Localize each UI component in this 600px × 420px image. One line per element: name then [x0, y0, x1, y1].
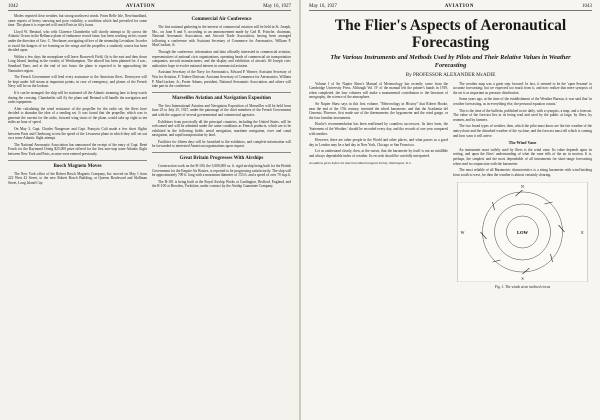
- left-column-1: [8, 14, 147, 191]
- paragraph: Through the conference, information and data officially interested in commercial aviation, representatives of national civic organizations, operating heads of commercial air transportation companies, aircraft manufacturers, and the display and exhibition of aircraft, 60 Joseph civic authorities hope to evolve national interest in commercial aviation.: [152, 49, 291, 68]
- paragraph: Volume I of Sir Napier Shaw's Manual of Meteorology has recently come from the Cambridge University Press. Although Vol. IV of the manual left the printer's hands in 1919, when completed, the four volumes will make a monumental contribution to the literature of aerography, the science of the atmosphere.: [309, 81, 448, 100]
- left-page: [0, 0, 299, 420]
- article-subtitle: The Various Instruments and Methods Used by Pilots and Their Relative Values in Weather Forecasting: [330, 54, 571, 69]
- right-column-2: [453, 82, 592, 290]
- article-byline: By PROFESSOR ALEXANDER McADIE: [405, 71, 496, 78]
- paragraph: Lloyd W. Bertaud, who with Clarence Chamberlin will shortly attempt to fly across the Atlantic Ocean in the Bellanca plane of endurance record fame, has been working on his course under the direction of Geo. C. Newbauer, navigating officer of the steamship Leviathan. In order to avoid the dangers of ice forming on the wings and the propeller, a southerly course has been decided upon.: [8, 29, 147, 53]
- paragraph: An instrument most widely used by fliers is the wind vane. Its value depends upon its setting, and upon the fliers' understanding of what the vane tells of the air in motion. It is, perhaps, the simplest and the most dependable of all instruments for short-range forecasting when read in conjunction with the barometer.: [453, 147, 592, 166]
- paragraph: Let us understand clearly, then, at the outset, that the barometer by itself is not an infallible and always dependable index of weather. Its records should be carefully interpreted.: [309, 149, 448, 158]
- paragraph: Hooke's recommendation has been reaffirmed by countless successors. Its later form, the 'Statement of the Weather,' should be recorded every day, and the records of one year compared with another.: [309, 122, 448, 136]
- paragraph: Within a few days the monoplane will leave Roosevelt Field, fly to the east and then down Long Island, landing in the vicinity of Westhampton. The takeoff has been planned for 4 a.m., Standard Time, and at the end of two hours the plane is expected to be approaching the Nantucket region.: [8, 54, 147, 73]
- compass-north-label: N: [521, 184, 524, 190]
- paragraph: The first International Aviation and Navigation Exposition of Marseilles will be held from June 25 to July 25, 1927, under the patronage of the chief members of the French Government and with the support of several governmental and commercial agencies.: [152, 103, 291, 117]
- divider: [152, 152, 291, 153]
- article-title: The Flier's Aspects of Aeronautical Forecasting: [334, 17, 567, 51]
- paragraph: On May 3, Capt. Charles Nungesser and Capt. François Coli made a few short flights between Paris and Cherbourg to test the speed of the Levasseur plane in which they will set out on a trans-Atlantic flight attempt.: [8, 127, 147, 141]
- page-number: 1042: [8, 4, 18, 9]
- footnote: An address given before the American Meteorological Society, Washington, D.C.: [309, 160, 412, 165]
- compass-west-label: W: [460, 230, 465, 236]
- paragraph: The New York office of the Robert Bosch Magneto Company, Inc. moved on May 1 from 222 West 42 Street, to the new Robert Bosch Building, at Queens Boulevard and Skillman Street, Long Island City.: [8, 171, 147, 185]
- right-page-header: [309, 4, 592, 11]
- compass-east-label: E: [581, 230, 584, 236]
- masthead: AVIATION: [444, 4, 475, 9]
- issue-date: May 16, 1927: [263, 4, 291, 9]
- paragraph: Assistant Secretary of the Navy for Aeronautics, Edward P. Warner; Assistant Secretary of War for Aviation, F. Trubee Davison; Assistant Secretary of Commerce for Aeronautics, William P. MacCracken, Jr.; Porter Adams, president, National Aeronautic Association, and others will take part in the conference.: [152, 70, 291, 89]
- masthead: AVIATION: [125, 4, 156, 9]
- divider: [8, 160, 147, 161]
- compass-south-label: S: [521, 276, 524, 282]
- section-heading: Great Britain Progresses With Airships: [179, 156, 264, 162]
- paragraph: The R-101 is being built at the Royal Airship Works at Cardington, Bedford, England, and the R-100 at Howden, Yorkshire, under contract by the Airship Guarantee Company.: [152, 179, 291, 189]
- left-page-header: [8, 4, 291, 11]
- paragraph: The first national gathering in the interest of commercial aviation will be held in St. Joseph, Mo., on June 8 and 9, according to an announcement made by Carl B. Fritsche, chairman, National Aeronautic Association, and Aircraft Trade Association, having been arranged following a conference with Assistant Secretary of Commerce for Aeronautics, William P. MacCracken, Jr.: [152, 25, 291, 48]
- paragraph: If it can be arranged, the ship will be stationed off the Atlantic steaming lane to keep watch during the crossing. Chamberlin will fly the plane and Bertaud will handle the navigation and radio equipment.: [8, 90, 147, 105]
- right-column-1: [309, 82, 448, 290]
- section-heading: Marseilles Aviation and Navigation Exposition: [172, 95, 271, 101]
- issue-date: May 16, 1927: [309, 4, 337, 9]
- section-heading: Bosch Magneto Moves: [53, 163, 102, 169]
- paragraph: The two broad types of weather, then, which the pilot must know are the fair weather of the anticyclone and the disturbed weather of the cyclone; and the forecast must tell which is coming and how soon it will arrive.: [453, 124, 592, 138]
- figure-caption: Fig. 1. The winds at an inclined circus: [494, 284, 551, 289]
- paragraph: Facilities for fifteen days will be furnished to the exhibitors, and complete information will be forwarded to interested American organizations upon request.: [152, 139, 291, 149]
- page-number: 1043: [581, 4, 592, 9]
- paragraph: The National Aeronautic Association has announced the receipt of the entry of Capt. René Fonck for the Raymond Orteig $25,000 prize offered for the first non-stop trans-Atlantic flight between New York and Paris, as nine were entered previously.: [8, 142, 147, 157]
- paragraph: The most reliable of all Barometric characteristics is a rising barometer with wind backing from south to west, for then the weather is almost certainly clearing.: [453, 168, 592, 177]
- paragraph: However, there are other people in the World and other places, and what passes as a good day in London may be a bad day in New York, Chicago or San Francisco.: [309, 138, 448, 147]
- section-heading: Commercial Air Conference: [191, 17, 252, 22]
- left-column-2: [152, 14, 291, 191]
- divider: [152, 92, 291, 93]
- center-label: LOW: [516, 230, 529, 236]
- paragraph: The French Government will lend every assistance to the American fliers. Destroyers will be kept under full steam at important points, in case of emergency, and planes of the French Navy will be on the lookout.: [8, 75, 147, 89]
- paragraph: Sir Napier Shaw says in this first volume, "Meteorology in History" that Robert Hooke, near the end of the 17th century, invented the wheel barometer; and that the Acadamia del Cimento, Florence, first made use of the thermometer, the hygrometer and the wind gauge, or the four familiar instruments.: [309, 101, 448, 120]
- paragraph: Modes reported clear weather, but strong northwest winds. From Belle Isle, Newfoundland, came reports of heavy snowing and poor visibility, a condition which had prevailed for some time. The plane it is expected will reach Paris in fifty hours.: [8, 14, 147, 28]
- paragraph: This is the time of the bulletin, published twice daily, with a synopsis, a map, and a forecast. The value of the forecast lies in its being read and used by the public at large, by fliers, by seamen, and by farmers.: [453, 108, 592, 122]
- wind-circulation-figure: [453, 182, 592, 282]
- paragraph: Some years ago, at the time of the establishment of the Weather Bureau, it was said that 'in weather forecasting, as in everything else, the personal equation counts.': [453, 97, 592, 106]
- right-page: [301, 0, 600, 420]
- paragraph: The weather map was a great step forward. In fact, it seemed to be the 'open Sesame' to accurate forecasting; but we expected too much from it, and now realize that mere synopsis of the air is as important as pressure distribution.: [453, 81, 592, 95]
- paragraph: Construction work on the R-100, the 5,000,000 cu. ft. rigid airship being built for the British Government for the Empire Air Routes, is reported to be progressing satisfactorily. The ship will be approximately 709 ft. long with a maximum diameter of 133 ft. and a speed of over 70 m.p.h.: [152, 164, 291, 178]
- section-subhead: The Wind Vane: [508, 140, 537, 146]
- paragraph: Exhibitors from practically all the principal countries, including the United States, will be welcomed and will be admitted under the same conditions as French products, which are to be exhibited in the following fields: aerial navigation, maritime navigation, river and canal navigation, and rapid transportation by land.: [152, 119, 291, 138]
- paragraph: After calculating the wind resistance of the propeller for the radio set, the fliers have decided to abandon the idea of a sending set. It was found that the propeller, which was to generate the current for the radio, forward wing struts of the plane, would take up eight to ten miles an hour of speed.: [8, 106, 147, 125]
